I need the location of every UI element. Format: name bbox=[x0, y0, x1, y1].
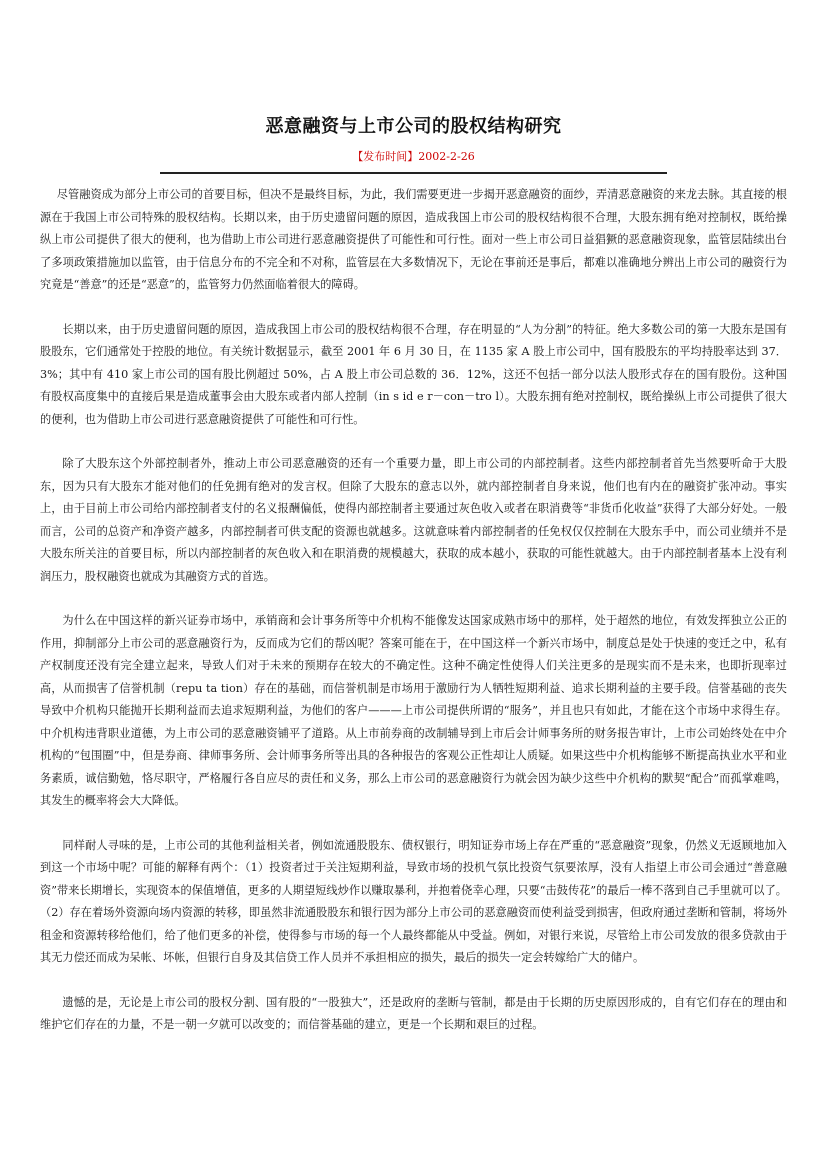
paragraph: 尽管融资成为部分上市公司的首要目标，但决不是最终目标，为此，我们需要更进一步揭开恶意融资的面纱，弄清恶意融资的来龙去脉。其直接的根源在于我国上市公司特殊的股权结构。长期以来，由于历史遗留问题的原因，造成我国上市公司的股权结构很不合理，大股东拥有绝对控制权，既给操纵上市公司提供了很大的便利，也为借助上市公司进行恶意融资提供了可能性和可行性。面对一些上市公司日益猖獗的恶意融资现象，监管层陆续出台了多项政策措施加以监管，由于信息分布的不完全和不对称，监管层在大多数情况下，无论在事前还是事后，都难以准确地分辨出上市公司的融资行为究竟是“善意”的还是“恶意”的，监管努力仍然面临着很大的障碍。 bbox=[40, 188, 787, 291]
article-title: 恶意融资与上市公司的股权结构研究 bbox=[265, 116, 562, 137]
paragraph: 除了大股东这个外部控制者外，推动上市公司恶意融资的还有一个重要力量，即上市公司的内部控制者。这些内部控制者首先当然要听命于大股东，因为只有大股东才能对他们的任免拥有绝对的发言权。但除了大股东的意志以外，就内部控制者自身来说，他们也有内在的融资扩张冲动。事实上，由于目前上市公司给内部控制者支付的名义报酬偏低，使得内部控制者主要通过灰色收入或者在职消费等“非货币化收益”获得了大部分好处。一般而言，公司的总资产和净资产越多，内部控制者可供支配的资源也就越多。这就意味着内部控制者的任免权仅仅控制在大股东手中，而公司业绩并不是大股东所关注的首要目标，所以内部控制者的灰色收入和在职消费的规模越大，获取的成本越小，获取的可能性就越大。由于内部控制者基本上没有利润压力，股权融资也就成为其融资方式的首选。 bbox=[40, 457, 787, 583]
publish-date-value: 2002-2-26 bbox=[418, 150, 475, 163]
paragraph: 遗憾的是，无论是上市公司的股权分割、国有股的“一股独大”，还是政府的垄断与管制，都是由于长期的历史原因形成的，自有它们存在的理由和维护它们存在的力量，不是一朝一夕就可以改变的；而信誉基础的建立，更是一个长期和艰巨的过程。 bbox=[40, 995, 787, 1031]
article-body bbox=[40, 184, 787, 1059]
paragraph: 为什么在中国这样的新兴证券市场中，承销商和会计事务所等中介机构不能像发达国家成熟市场中的那样，处于超然的地位，有效发挥独立公正的作用，抑制部分上市公司的恶意融资行为，反而成为它们的帮凶呢？答案可能在于，在中国这样一个新兴市场中，制度总是处于快速的变迁之中，私有产权制度还没有完全建立起来，导致人们对于未来的预期存在较大的不确定性。这种不确定性使得人们关注更多的是现实而不是未来，也即折现率过高，从而损害了信誉机制（repu ta tion）存在的基础，而信誉机制是市场用于激励行为人牺牲短期利益、追求长期利益的主要手段。信誉基础的丧失导致中介机构只能抛开长期利益而去追求短期利益，为他们的客户———上市公司提供所谓的“服务”，并且也只有如此，才能在这个市场中求得生存。中介机构违背职业道德，为上市公司的恶意融资铺平了道路。从上市前券商的改制辅导到上市后会计师事务所的财务报告审计，上市公司始终处在中介机构的“包围圈”中，但是券商、律师事务所、会计师事务所等出具的各种报告的客观公正性却让人质疑。如果这些中介机构能够不断提高执业水平和业务素质，诚信勤勉，恪尽职守，严格履行各自应尽的责任和义务，那么上市公司的恶意融资行为就会因为缺少这些中介机构的默契“配合”而孤掌难鸣，其发生的概率将会大大降低。 bbox=[40, 614, 787, 807]
title-divider bbox=[160, 172, 667, 174]
paragraph: 长期以来，由于历史遗留问题的原因，造成我国上市公司的股权结构很不合理，存在明显的“人为分割”的特征。绝大多数公司的第一大股东是国有股股东，它们通常处于控股的地位。有关统计数据显示，截至 2001 年 6 月 30 日，在 1135 家 A 股上市公司中，国有股股东的平均持股率达到 37．3%；其中有 410 家上市公司的国有股比例超过 50%，占 A 股上市公司总数的 36．12%，这还不包括一部分以法人股形式存在的国有股份。这种国有股权高度集中的直接后果是造成董事会由大股东或者内部人控制（in s id e r－con－tro l）。大股东拥有绝对控制权，既给操纵上市公司提供了很大的便利，也为借助上市公司进行恶意融资提供了可能性和可行性。 bbox=[40, 322, 787, 426]
paragraph: 同样耐人寻味的是，上市公司的其他利益相关者，例如流通股股东、债权银行，明知证券市场上存在严重的“恶意融资”现象，仍然义无返顾地加入到这一个市场中呢？可能的解释有两个：（1）投资者过于关注短期利益，导致市场的投机气氛比投资气氛要浓厚，没有人指望上市公司会通过“善意融资”带来长期增长，实现资本的保值增值，更多的人期望短线炒作以赚取暴利，并抱着侥幸心理，只要“击鼓传花”的最后一棒不落到自己手里就可以了。（2）存在着场外资源向场内资源的转移，即虽然非流通股股东和银行因为部分上市公司的恶意融资而使利益受到损害，但政府通过垄断和管制，将场外租金和资源转移给他们，给了他们更多的补偿，使得参与市场的每一个人最终都能从中受益。例如，对银行来说，尽管给上市公司发放的很多贷款由于其无力偿还而成为呆帐、坏帐，但银行自身及其信贷工作人员并不承担相应的损失，最后的损失一定会转嫁给广大的储户。 bbox=[40, 838, 787, 964]
publish-date-line bbox=[0, 148, 827, 164]
publish-date-label: 【发布时间】 bbox=[352, 150, 419, 163]
